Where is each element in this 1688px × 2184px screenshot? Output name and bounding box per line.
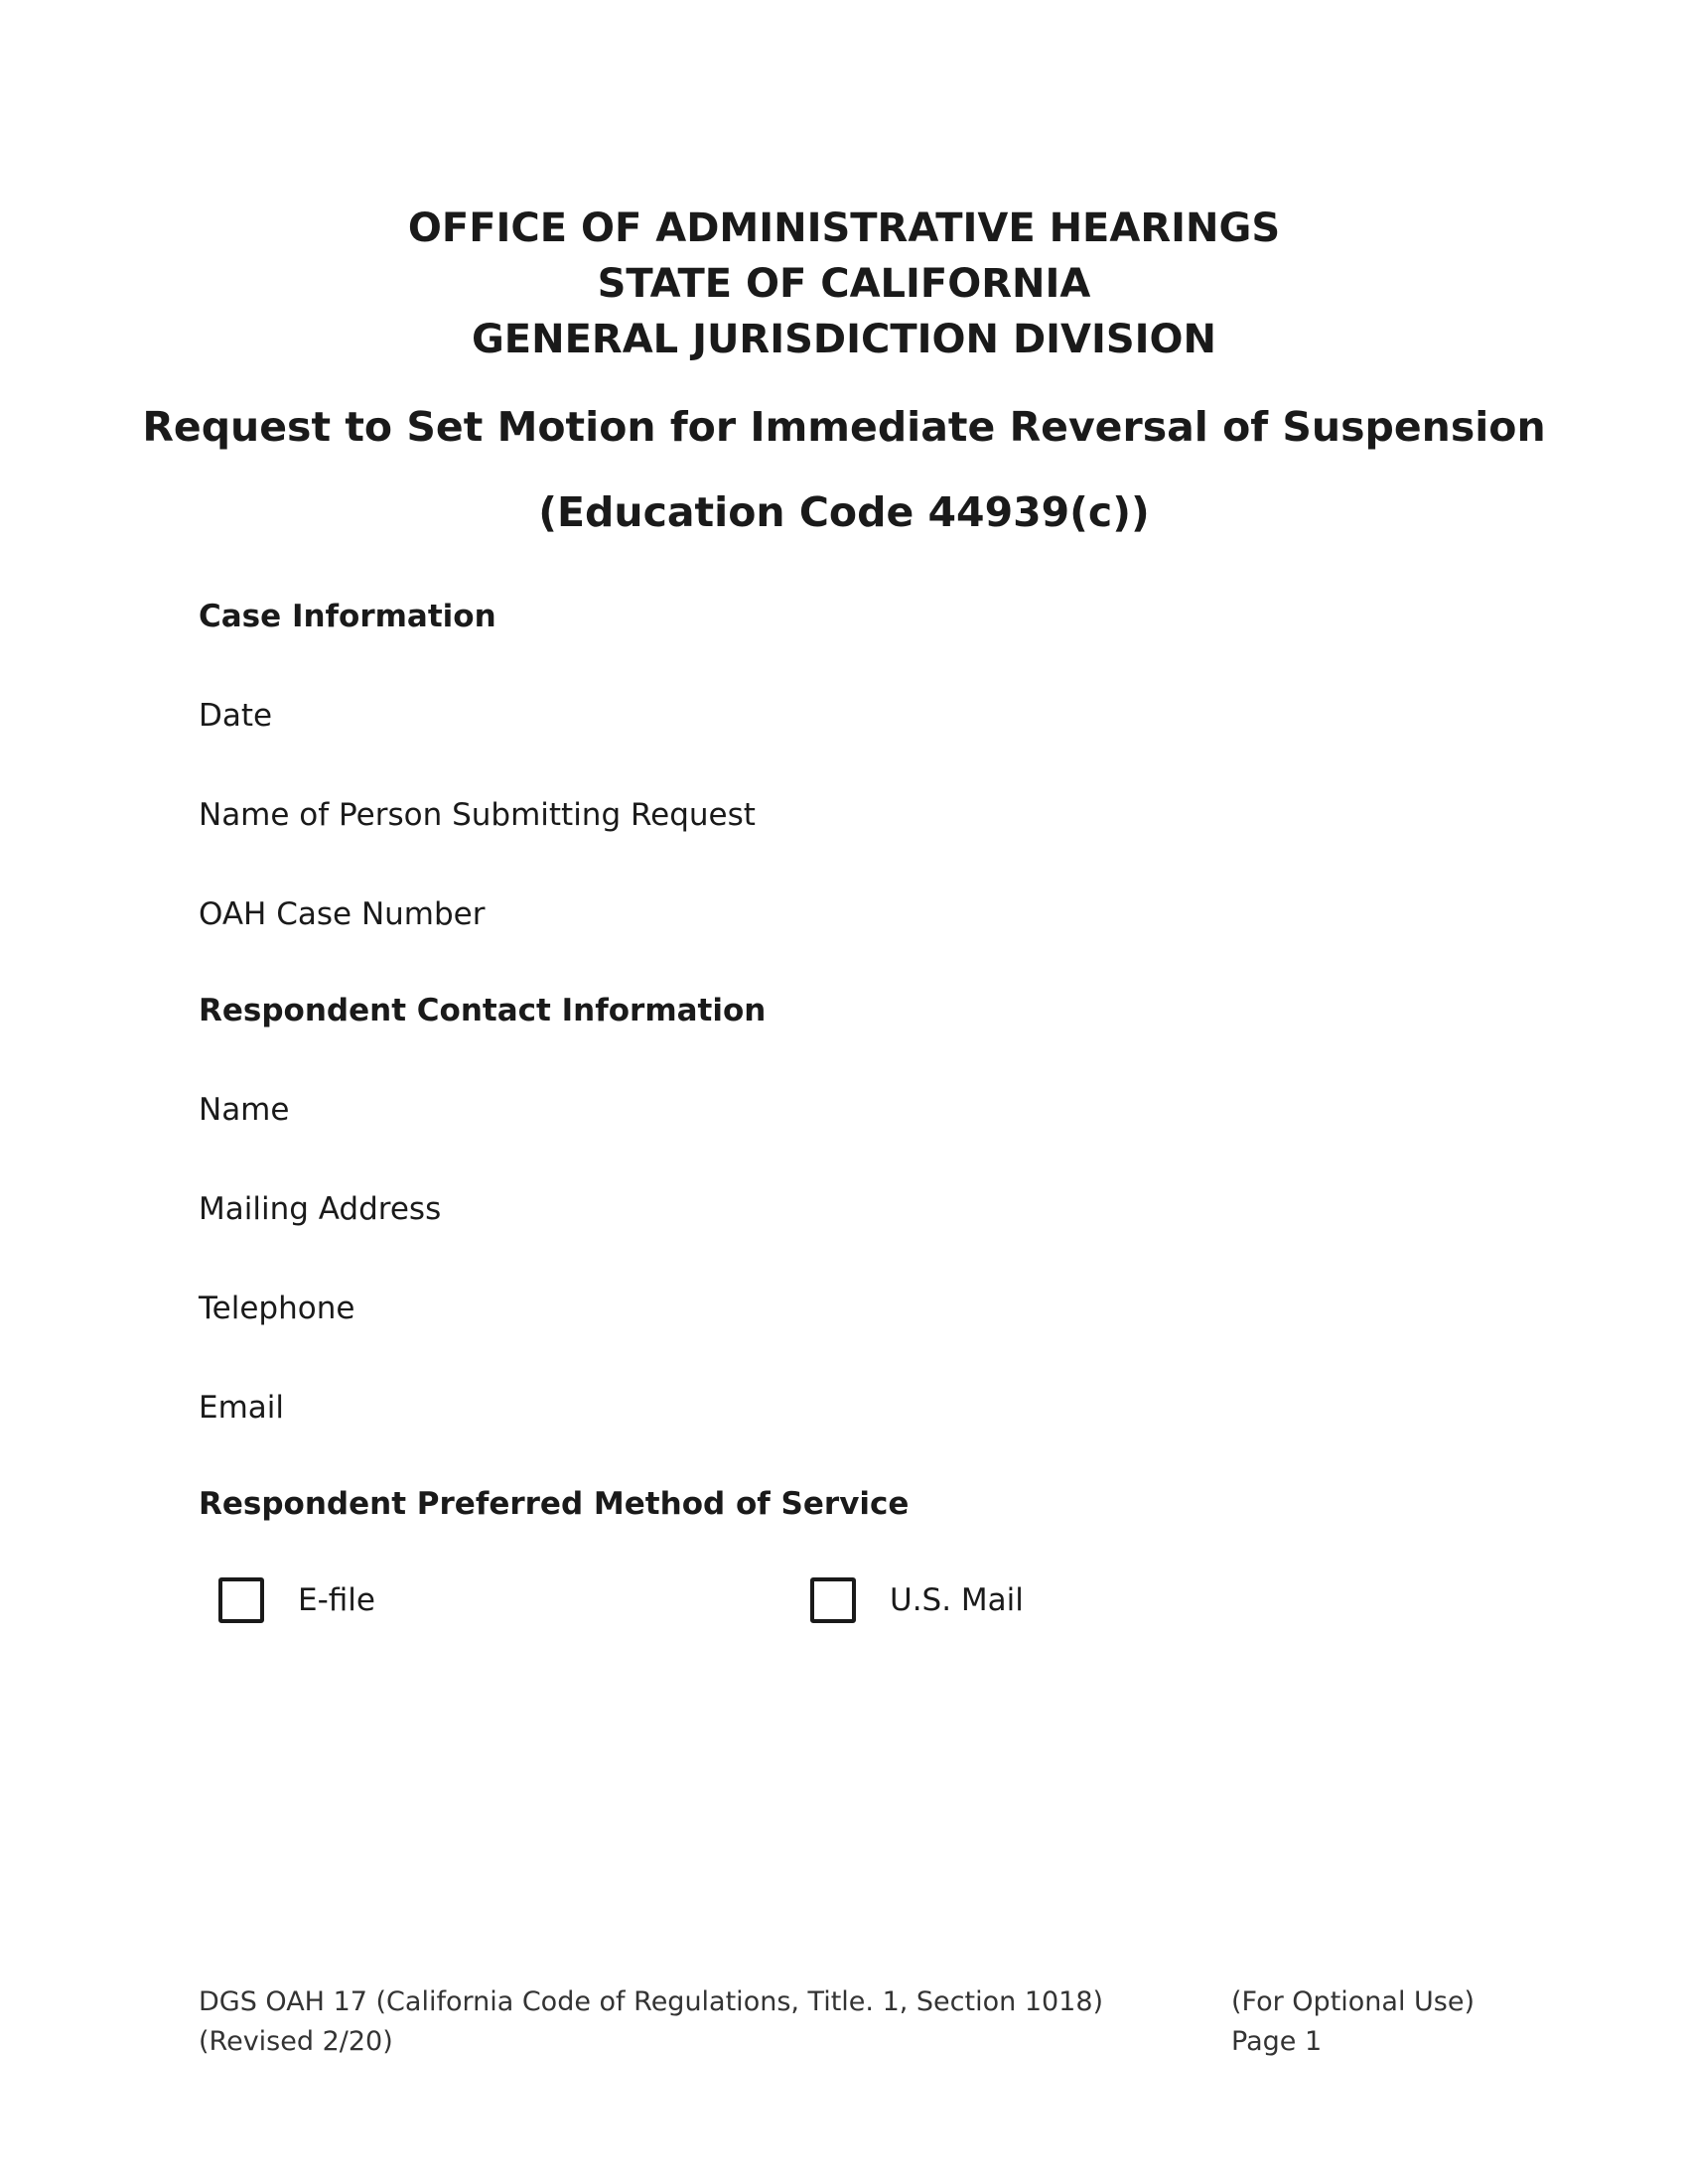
optional-use-note: (For Optional Use) [1231, 1986, 1476, 2017]
us-mail-label: U.S. Mail [890, 1582, 1024, 1618]
agency-name: OFFICE OF ADMINISTRATIVE HEARINGS [407, 205, 1281, 251]
form-identifier: DGS OAH 17 (California Code of Regulations, Title. 1, Section 1018) [199, 1986, 1104, 2017]
oah-case-number-field[interactable]: OAH Case Number [199, 896, 486, 932]
case-information-heading: Case Information [199, 599, 496, 634]
revision-date: (Revised 2/20) [199, 2026, 393, 2057]
efile-checkbox[interactable] [218, 1577, 264, 1623]
page-number: Page 1 [1231, 2026, 1323, 2057]
state-name: STATE OF CALIFORNIA [597, 261, 1091, 307]
service-method-heading: Respondent Preferred Method of Service [199, 1486, 910, 1522]
submitter-name-field[interactable]: Name of Person Submitting Request [199, 797, 756, 833]
efile-label: E-file [298, 1582, 375, 1618]
division-name: GENERAL JURISDICTION DIVISION [471, 317, 1217, 362]
date-field[interactable]: Date [199, 698, 273, 734]
telephone-field[interactable]: Telephone [199, 1291, 355, 1326]
email-field[interactable]: Email [199, 1390, 285, 1426]
us-mail-checkbox[interactable] [810, 1577, 856, 1623]
respondent-contact-heading: Respondent Contact Information [199, 993, 767, 1028]
efile-option[interactable] [218, 1572, 375, 1628]
respondent-name-field[interactable]: Name [199, 1092, 290, 1128]
us-mail-option[interactable] [810, 1572, 1024, 1628]
form-title: Request to Set Motion for Immediate Reversal of Suspension [142, 403, 1546, 451]
form-subtitle: (Education Code 44939(c)) [538, 488, 1150, 536]
mailing-address-field[interactable]: Mailing Address [199, 1191, 442, 1227]
